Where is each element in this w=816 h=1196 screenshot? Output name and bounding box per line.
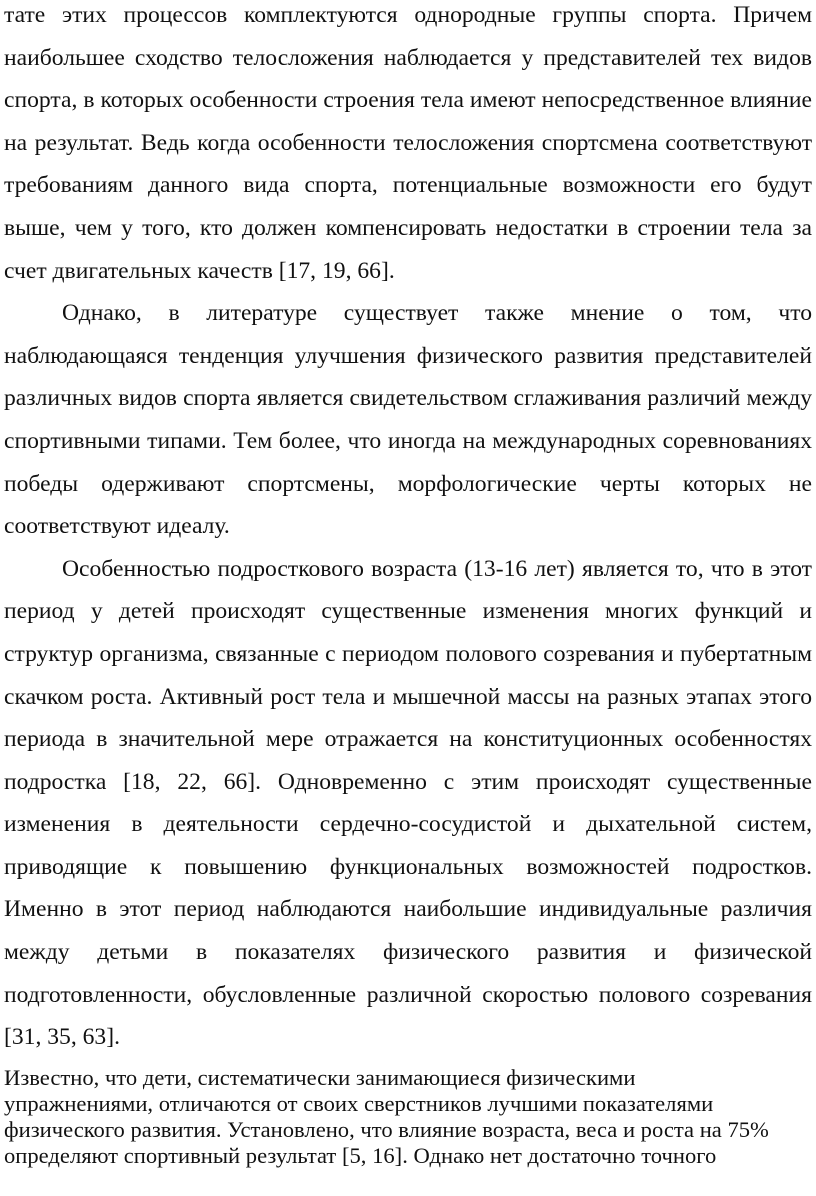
paragraph-continued: тате этих процессов комплектуются однородные группы спорта. Причем наибольшее сходство телосложения наблюдается у представителей тех видов спорта, в которых особенности строения тела имеют непосредственное влияние на результат. Ведь когда особенности телосложения спортсмена соответствуют требованиям данного вида спорта, потенциальные возможности его будут выше, чем у того, кто должен компенсировать недостатки в строении тела за счет двигательных качеств [17, 19, 66]. — [4, 2, 812, 284]
paragraph-adolescence: Особенностью подросткового возраста (13-16 лет) является то, что в этот период у детей происходят существенные изменения многих функций и структур организма, связанные с периодом полового созревания и пубертатным скачком роста. Активный рост тела и мышечной массы на разных этапах этого периода в значительной мере отражается на конституционных особенностях подростка [18, 22, 66]. Одновременно с этим происходят существенные изменения в деятельности сердечно-сосудистой и дыхательной систем, приводящие к повышению функциональных возможностей подростков. Именно в этот период наблюдаются наибольшие индивидуальные различия между детьми в показателях физического развития и физической подготовленности, обусловленные различной скоростью полового созревания [31, 35, 63]. — [4, 555, 812, 1051]
paragraph-opinion: Однако, в литературе существует также мнение о том, что наблюдающаяся тенденция улучшения физического развития представителей различных видов спорта является свидетельством сглаживания различий между спортивными типами. Тем более, что иногда на международных соревнованиях победы одерживают спортсмены, морфологические черты которых не соответствуют идеалу. — [4, 300, 812, 540]
document-page — [4, 0, 812, 1170]
paragraph-trailing: Известно, что дети, систематически занимающиеся физическими упражнениями, отличаются от своих сверстников лучшими показателями физического развития. Установлено, что влияние возраста, веса и роста на 75% определяют спортивный результат [5, 16]. Однако нет достаточно точного — [4, 1064, 769, 1169]
